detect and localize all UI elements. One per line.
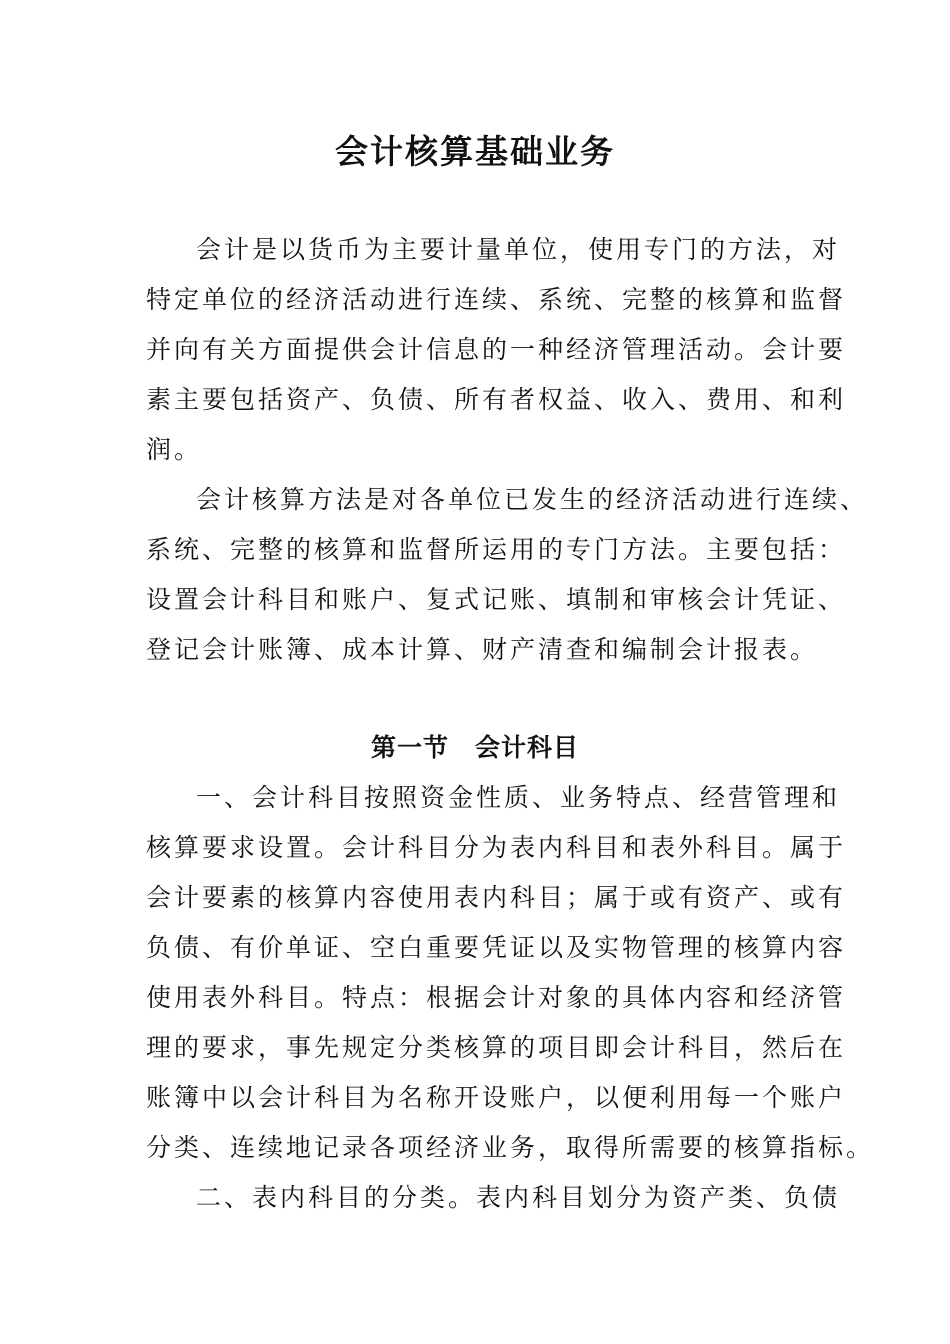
paragraph-line: 账簿中以会计科目为名称开设账户，以便利用每一个账户: [146, 1083, 847, 1112]
paragraph-line: 理的要求，事先规定分类核算的项目即会计科目，然后在: [146, 1033, 847, 1062]
paragraph-line: 二、表内科目的分类。表内科目划分为资产类、负债: [196, 1183, 841, 1212]
paragraph-line: 一、会计科目按照资金性质、业务特点、经营管理和: [196, 783, 841, 812]
paragraph-line: 设置会计科目和账户、复式记账、填制和审核会计凭证、: [146, 585, 847, 614]
document-title: 会计核算基础业务: [335, 132, 615, 171]
paragraph-line: 素主要包括资产、负债、所有者权益、收入、费用、和利: [146, 385, 847, 414]
paragraph-line: 核算要求设置。会计科目分为表内科目和表外科目。属于: [146, 833, 847, 862]
paragraph-line: 会计要素的核算内容使用表内科目；属于或有资产、或有: [146, 883, 847, 912]
paragraph-line: 会计核算方法是对各单位已发生的经济活动进行连续、: [196, 485, 869, 514]
paragraph-line: 分类、连续地记录各项经济业务，取得所需要的核算指标。: [146, 1133, 875, 1162]
paragraph-line: 会计是以货币为主要计量单位，使用专门的方法，对: [196, 235, 841, 264]
paragraph-line: 使用表外科目。特点：根据会计对象的具体内容和经济管: [146, 983, 847, 1012]
paragraph-line: 系统、完整的核算和监督所运用的专门方法。主要包括：: [146, 535, 847, 564]
paragraph-line: 并向有关方面提供会计信息的一种经济管理活动。会计要: [146, 335, 847, 364]
section-heading: 第一节 会计科目: [370, 733, 579, 762]
paragraph-line: 特定单位的经济活动进行连续、系统、完整的核算和监督: [146, 285, 847, 314]
paragraph-line: 负债、有价单证、空白重要凭证以及实物管理的核算内容: [146, 933, 847, 962]
paragraph-line: 登记会计账簿、成本计算、财产清查和编制会计报表。: [146, 635, 819, 664]
paragraph-line: 润。: [146, 435, 203, 464]
